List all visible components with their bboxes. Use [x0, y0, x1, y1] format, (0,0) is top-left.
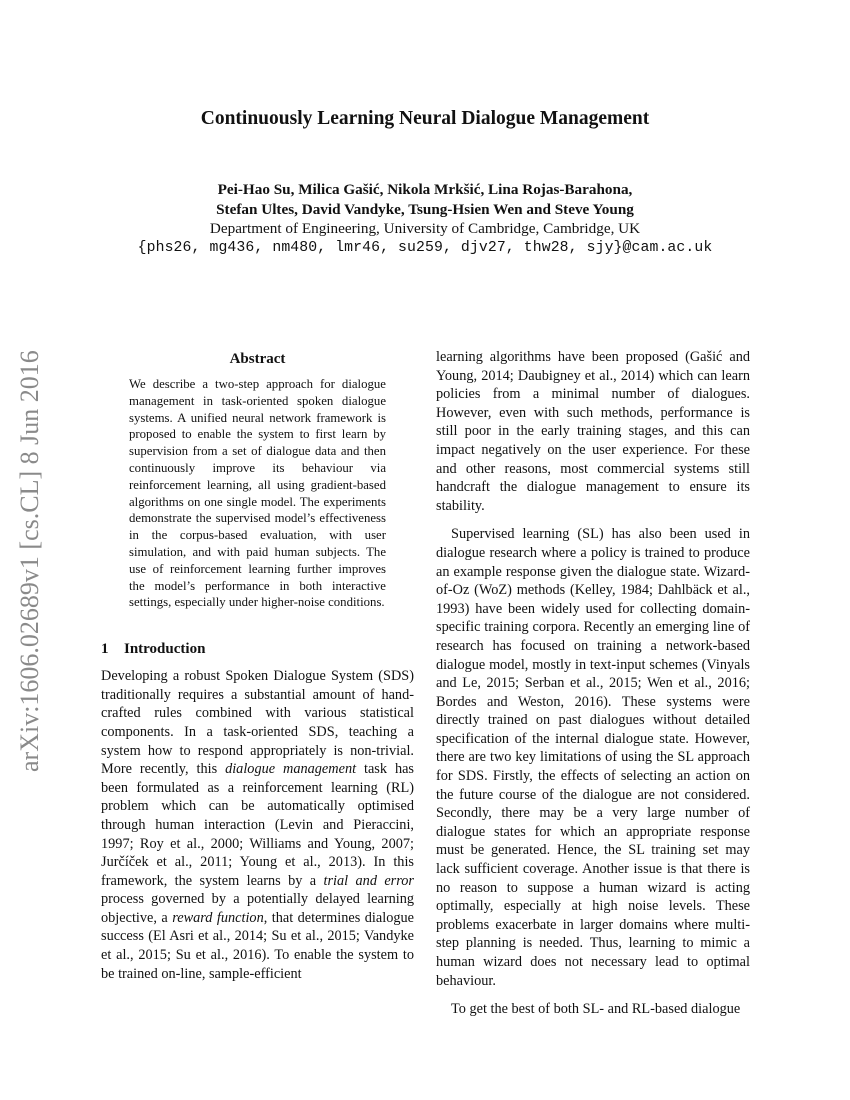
intro-emphasis-reward-function: reward function [172, 909, 264, 926]
arxiv-identifier-stamp: arXiv:1606.02689v1 [cs.CL] 8 Jun 2016 [15, 350, 44, 772]
left-column [101, 348, 414, 983]
author-names-line-1: Pei-Hao Su, Milica Gašić, Nikola Mrkšić, Lina Rojas-Barahona, [217, 181, 633, 198]
intro-paragraph-3: To get the best of both SL- and RL-based dialogue [451, 1001, 741, 1018]
intro-text-segment: , that determines dialogue success (El Asri et al., 2014; Su et al., 2015; Vandyke et al., 2015; Su et al., 2016). To enable the system to be trained on-line, sample-efficient [101, 909, 414, 982]
intro-paragraph-1-continued: learning algorithms have been proposed (Gašić and Young, 2014; Daubigney et al., 2014) which can learn policies from a minimal number of dialogues. However, even with such methods, performance is still poor in the early training stages, and this can impact negatively on the user experience. For these and other reasons, most commercial systems still handcraft the dialogue management to ensure its stability. [436, 349, 750, 514]
intro-text-segment: process governed by a potentially delayed learning objective, a [101, 891, 414, 926]
intro-emphasis-dialogue-management: dialogue management [225, 761, 357, 778]
author-block [0, 180, 850, 258]
intro-paragraph-2: Supervised learning (SL) has also been used in dialogue research where a policy is trained to produce an example response given the dialogue state. Wizard-of-Oz (WoZ) methods (Kelley, 1984; Dahlbäck et al., 1993) have been widely used for collecting domain-specific training corpora. Recently an emerging line of research has focused on training a network-based dialogue model, mostly in text-input schemes (Vinyals and Le, 2015; Serban et al., 2015; Wen et al., 2016; Bordes and Weston, 2016). These systems were directly trained on past dialogues without detailed specification of the internal dialogue state. However, there are two key limitations of using the SL approach for SDS. Firstly, the effects of selecting an action on the future course of the dialogue are not considered. Secondly, there may be a very large number of dialogue states for which an appropriate response must be generated. Hence, the SL training set may lack sufficient coverage. Another issue is that there is no reason to suppose a human wizard is acting optimally, especially at high noise levels. These problems exacerbate in larger domains where multi-step planning is needed. Thus, learning to mimic a human wizard does not necessary lead to optimal behaviour. [436, 526, 750, 989]
author-emails: {phs26, mg436, nm480, lmr46, su259, djv27, thw28, sjy}@cam.ac.uk [137, 239, 713, 256]
intro-paragraph-1 [101, 667, 414, 983]
intro-text-segment: task has been formulated as a reinforcement learning (RL) problem which can be automatically optimised through human interaction (Levin and Pieraccini, 1997; Roy et al., 2000; Williams and Young, 2007; Jurčíček et al., 2011; Young et al., 2013). In this framework, the system learns by a [101, 761, 414, 889]
right-column [436, 348, 750, 1019]
intro-text-segment: Developing a robust Spoken Dialogue System (SDS) traditionally requires a substantial amount of hand-crafted rules combined with various statistical components. In a task-oriented SDS, teaching a system how to respond appropriately is non-trivial. More recently, this [101, 668, 414, 778]
abstract-heading: Abstract [229, 351, 286, 367]
section-title: Introduction [124, 641, 206, 658]
paper-title: Continuously Learning Neural Dialogue Management [200, 108, 650, 129]
section-heading-introduction [101, 639, 414, 659]
section-number: 1 [101, 641, 109, 658]
author-names-line-2: Stefan Ultes, David Vandyke, Tsung-Hsien Wen and Steve Young [216, 200, 634, 218]
abstract-section [101, 348, 414, 611]
affiliation: Department of Engineering, University of Cambridge, Cambridge, UK [209, 220, 641, 237]
abstract-body: We describe a two-step approach for dialogue management in task-oriented spoken dialogue systems. A unified neural network framework is proposed to enable the system to first learn by supervision from a set of dialogue data and then continuously improve its behaviour via reinforcement learning, all using gradient-based algorithms on one single model. The experiments demonstrate the supervised model’s effectiveness in the corpus-based evaluation, with user simulation, and with paid human subjects. The use of reinforcement learning further improves the model’s performance in both interactive settings, especially under higher-noise conditions. [129, 377, 386, 610]
intro-emphasis-trial-and-error: trial and error [323, 872, 414, 889]
